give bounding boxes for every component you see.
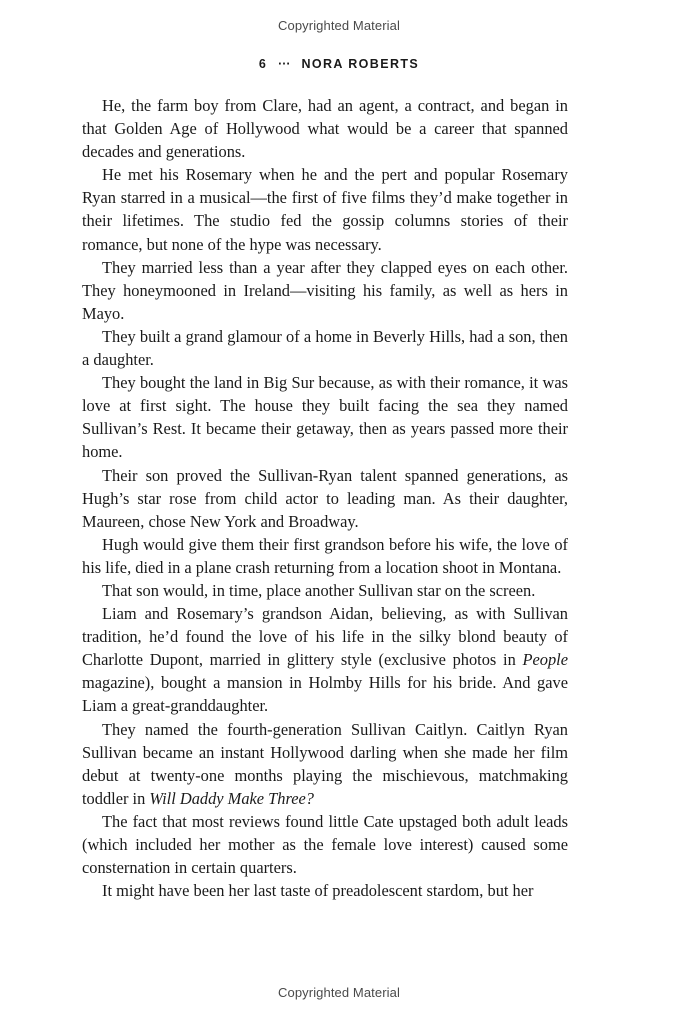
author-name: NORA ROBERTS	[301, 57, 420, 71]
page-body-text	[82, 94, 568, 902]
paragraph-1: He, the farm boy from Clare, had an agent, a contract, and began in that Golden Age of Hollywood what would be a career that spanned decades and generations.	[82, 96, 568, 162]
paragraph-4: They built a grand glamour of a home in Beverly Hills, had a son, then a daughter.	[82, 326, 568, 370]
paragraph-7: Hugh would give them their first grandson before his wife, the love of his life, died in a plane crash returning from a location shoot in Montana.	[82, 534, 568, 577]
magazine-title: People	[522, 650, 568, 670]
paragraph-3: They married less than a year after they clapped eyes on each other. They honeymooned in Ireland—visiting his family, as well as hers in Mayo.	[82, 257, 568, 323]
header-separator: ···	[278, 57, 291, 71]
paragraph-6: Their son proved the Sullivan-Ryan talent spanned generations, as Hugh’s star rose from child actor to leading man. As their daughter, Maureen, chose New York and Broadway.	[82, 465, 568, 531]
paragraph-9-text: Liam and Rosemary’s grandson Aidan, believing, as with Sullivan tradition, he’d found the love of his life in the silky blond beauty of Charlotte Dupont, married in glittery style (exclusive photos in	[82, 604, 568, 670]
paragraph-10-text: They named the fourth-generation Sullivan Caitlyn. Caitlyn Ryan Sullivan became an instant Hollywood darling when she made her film debut at twenty-one months playing the mischievous, matchmaking toddler in	[82, 719, 568, 808]
paragraph-2: He met his Rosemary when he and the pert and popular Rosemary Ryan starred in a musical—the first of five films they’d make together in their lifetimes. The studio fed the gossip columns stories of their romance, but none of the hype was necessary.	[82, 165, 568, 254]
running-header	[0, 57, 678, 71]
copyright-watermark-top: Copyrighted Material	[278, 18, 400, 33]
paragraph-5: They bought the land in Big Sur because, as with their romance, it was love at first sight. The house they built facing the sea they named Sullivan’s Rest. It became their getaway, then as years passed more their home.	[82, 373, 568, 462]
paragraph-12: It might have been her last taste of preadolescent stardom, but her	[102, 881, 534, 901]
paragraph-9	[82, 602, 568, 717]
page-number: 6	[258, 57, 268, 71]
paragraph-11: The fact that most reviews found little Cate upstaged both adult leads (which included her mother as the female love interest) caused some consternation in certain quarters.	[82, 811, 568, 878]
film-title: Will Daddy Make Three?	[149, 788, 315, 808]
paragraph-8: That son would, in time, place another Sullivan star on the screen.	[102, 580, 536, 600]
copyright-watermark-bottom: Copyrighted Material	[278, 985, 400, 1000]
paragraph-10	[82, 718, 568, 810]
paragraph-9-text-end: magazine), bought a mansion in Holmby Hills for his bride. And gave Liam a great-granddaughter.	[82, 673, 568, 716]
